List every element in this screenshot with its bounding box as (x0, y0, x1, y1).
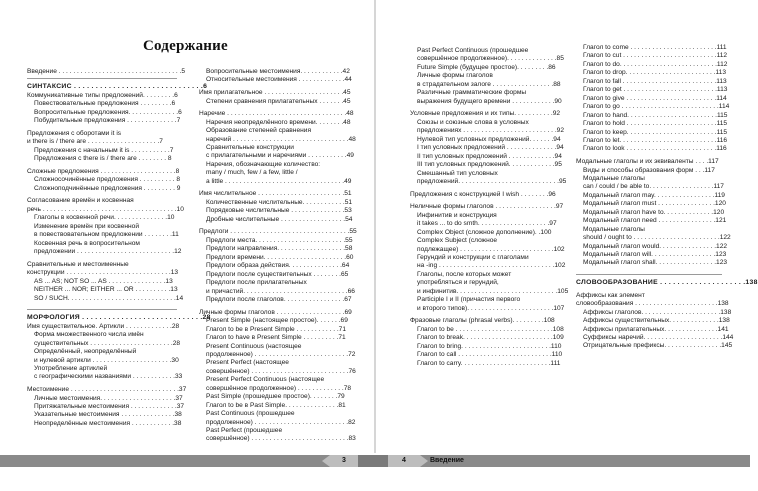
toc-entry: Сложные предложения . . . . . . . . . . . . . . . . . . . . .8 (27, 167, 180, 175)
toc-entry: Глаголы, после которых может (417, 270, 512, 278)
toc-entry: Имя существительное. Артикли . . . . . . . . . . . . .28 (27, 322, 180, 330)
toc-entry: Модальные глаголы (583, 225, 645, 233)
toc-entry: Глагол to be в Present Simple . . . . . . . . . . . .71 (206, 325, 347, 333)
toc-entry: Отрицательные префиксы. . . . . . . . . . . . . . . .145 (583, 342, 733, 350)
toc-entry: Вопросительные предложения. . . . . . . . . . . . . .6 (34, 108, 182, 116)
toc-entry: и инфинитив. . . . . . . . . . . . . . . . . . . . . . . . . . . .105 (417, 287, 569, 295)
toc-entry: и нулевой артикли . . . . . . . . . . . . . . . . . . . . . .30 (34, 356, 179, 364)
toc-entry: Present Perfect Continuous (настоящее (206, 376, 325, 384)
section-divider (27, 78, 177, 79)
toc-entry: предложений. . . . . . . . . . . . . . . . . . . . . . . . . . . .95 (417, 177, 567, 185)
prev-page-arrow-icon[interactable] (322, 455, 330, 467)
toc-entry: Модальный глагол would. . . . . . . . . . . . . . . .122 (583, 242, 728, 250)
toc-entry: Предлоги после прилагательных (206, 279, 307, 287)
toc-entry: SO / SUCH. . . . . . . . . . . . . . . . . . . . . . . . . . . . . .14 (34, 294, 184, 302)
toc-entry: Предлоги после существительных . . . . . . . .65 (206, 270, 349, 278)
toc-entry: Употребление артиклей (34, 364, 108, 372)
toc-entry: Сравнительные конструкции (206, 144, 294, 151)
toc-entry: Вопросительные местоимения. . . . . . . . . . . .42 (206, 68, 350, 75)
toc-entry: Глагол to keep. . . . . . . . . . . . . . . . . . . . . . . . .115 (583, 128, 728, 136)
toc-entry: с прилагательными и наречиями . . . . . . . . . . .49 (206, 152, 354, 160)
toc-entry: Предложения с оборотами it is (27, 129, 122, 137)
toc-entry: речь . . . . . . . . . . . . . . . . . . . . . . . . . . . . . . . . . . . . .10 (27, 205, 184, 213)
toc-entry: Глагол to do. . . . . . . . . . . . . . . . . . . . . . . . . . .112 (583, 60, 728, 68)
toc-entry: Глагол to drop. . . . . . . . . . . . . . . . . . . . . . . . .113 (583, 69, 726, 77)
page-footer (0, 453, 750, 491)
toc-entry: Фразовые глаголы (phrasal verbs). . . . . . . . .108 (410, 317, 555, 325)
toc-entry: Неличные формы глаголов . . . . . . . . . . . . . . . . .97 (410, 203, 564, 211)
toc-entry: it takes ... to do smth. . . . . . . . . . . . . . . . . . . .97 (417, 220, 557, 228)
toc-entry: Количественные числительные. . . . . . . . . . . .51 (206, 198, 353, 206)
toc-entry: Введение . . . . . . . . . . . . . . . . . . . . . . . . . . . . . . . . . .5 (27, 68, 186, 75)
toc-entry: в повествовательном предложении . . . . . . . .11 (34, 231, 179, 239)
toc-entry: Модальный глагол have to. . . . . . . . . . . . . .120 (583, 208, 725, 216)
footer-bar-right (420, 455, 750, 467)
toc-entry: Дробные числительные . . . . . . . . . . . . . . . . . .54 (206, 215, 353, 223)
toc-entry: Инфинитив и конструкция (417, 211, 497, 219)
toc-entry: Глагол to go . . . . . . . . . . . . . . . . . . . . . . . . . . .114 (583, 103, 730, 111)
toc-entry: наречий . . . . . . . . . . . . . . . . . . . . . . . . . . . . . . . .48 (206, 135, 356, 143)
footer-bar-left (0, 455, 330, 467)
toc-entry: Модальный глагол will. . . . . . . . . . . . . . . . . .123 (583, 251, 727, 258)
toc-section-heading: СЛОВООБРАЗОВАНИЕ . . . . . . . . . . . . . . . . . . . .138 (576, 279, 758, 287)
toc-entry: Глагол to bring. . . . . . . . . . . . . . . . . . . . . . . . .110 (417, 342, 562, 350)
toc-entry: Модальный глагол must . . . . . . . . . . . . . . . .120 (583, 200, 726, 208)
toc-entry: a little . . . . . . . . . . . . . . . . . . . . . . . . . . . . . . . . .49 (206, 177, 352, 185)
toc-entry: Имя числительное . . . . . . . . . . . . . . . . . . . . . . . .51 (199, 190, 352, 198)
toc-entry: Глаголы в косвенной речи. . . . . . . . . . . . . . .10 (34, 214, 175, 222)
toc-section-heading: СИНТАКСИС . . . . . . . . . . . . . . . . . . . . . . . . . . . . . .6 (27, 83, 208, 91)
toc-entry: Сложносочинённые предложения . . . . . . . . . . 8 (34, 176, 181, 184)
toc-entry: предложении . . . . . . . . . . . . . . . . . . . . . . . . . . .12 (34, 248, 182, 256)
right-page (376, 0, 758, 453)
toc-entry: Союзы и союзные слова в условных (417, 118, 529, 126)
toc-entry: Предлоги образа действия. . . . . . . . . . . . . . .64 (206, 262, 350, 270)
toc-entry: Порядковые числительные . . . . . . . . . . . . . . .53 (206, 207, 352, 215)
toc-entry: Complex Object (сложное дополнение). .100 (417, 228, 552, 236)
next-page-arrow-icon[interactable] (420, 455, 428, 467)
toc-entry: Глагол to let. . . . . . . . . . . . . . . . . . . . . . . . . . .116 (583, 136, 728, 144)
toc-entry: Present Simple (настоящее простое). . . . . . .69 (206, 317, 348, 325)
toc-entry: Предложения с there is / there are . . . . . . . . 8 (34, 155, 172, 163)
toc-entry: Виды и способы образования форм . . .117 (583, 166, 715, 174)
toc-entry: Complex Subject (сложное (417, 237, 498, 245)
toc-entry: Participle I и II (причастия первого (417, 296, 521, 304)
toc-entry: Глагол to be в Past Simple. . . . . . . . . . . . . . .81 (206, 401, 346, 409)
toc-entry: Личные местоимения. . . . . . . . . . . . . . . . . . . . .37 (34, 394, 183, 402)
toc-entry: Past Simple (прошедшее простое). . . . . . . .79 (206, 393, 345, 401)
toc-entry: Косвенная речь в вопросительном (34, 239, 140, 247)
toc-entry: AS ... AS; NOT SO ... AS . . . . . . . . . . . . . . . .13 (34, 277, 173, 285)
toc-entry: совершённое продолженное) . . . . . . . . . . . . .78 (206, 384, 352, 392)
toc-entry: Present Perfect (настоящее (206, 359, 289, 367)
toc-entry: Модальные глаголы и их эквиваленты . . . .117 (576, 158, 719, 166)
page-title: Содержание (143, 38, 228, 54)
toc-entry: I тип условных предложений . . . . . . . . . . . . . .94 (417, 144, 564, 152)
toc-entry: Глагол to hand. . . . . . . . . . . . . . . . . . . . . . . . .115 (583, 111, 728, 119)
toc-entry: и there is / there are . . . . . . . . . . . . . . . . . . . .7 (27, 138, 163, 146)
toc-entry: Аффиксы существительных. . . . . . . . . . . . . .138 (583, 317, 730, 325)
toc-entry: Глагол to look . . . . . . . . . . . . . . . . . . . . . . . . .116 (583, 145, 727, 153)
toc-entry: Аффиксы прилагательных. . . . . . . . . . . . . . .141 (583, 325, 729, 333)
toc-entry: словообразования . . . . . . . . . . . . . . . . . . . . . . .138 (576, 300, 729, 308)
toc-entry: Модальные глаголы (583, 174, 645, 182)
toc-entry: продолженное) . . . . . . . . . . . . . . . . . . . . . . . . . .72 (206, 350, 356, 358)
toc-entry: Нулевой тип условных предложений. . . . . . .94 (417, 135, 561, 143)
toc-entry: Предлоги . . . . . . . . . . . . . . . . . . . . . . . . . . . . . . . . .55 (199, 228, 357, 236)
toc-entry: Предложения с конструкцией I wish . . . . . . . .96 (410, 190, 556, 198)
toc-entry: Образование степеней сравнения (206, 127, 312, 135)
toc-entry: Глагол to have в Present Simple . . . . . . . . . .71 (206, 334, 346, 342)
toc-entry: предложениях . . . . . . . . . . . . . . . . . . . . . . . . . .92 (417, 127, 564, 135)
toc-entry: Глагол to give . . . . . . . . . . . . . . . . . . . . . . . . .114 (583, 94, 727, 102)
toc-entry: Различные грамматические формы (417, 89, 527, 97)
toc-entry: Глагол to carry. . . . . . . . . . . . . . . . . . . . . . . . .111 (417, 359, 561, 367)
toc-entry: Модальный глагол shall. . . . . . . . . . . . . . . . .123 (583, 259, 728, 267)
toc-entry: III тип условных предложений. . . . . . . . . . . . .95 (417, 161, 562, 169)
toc-entry: выражения будущего времени . . . . . . . . . . . .90 (417, 97, 562, 105)
toc-entry: many / much, few / a few, little / (206, 169, 298, 177)
toc-entry: Глагол to break. . . . . . . . . . . . . . . . . . . . . . . . .109 (417, 334, 564, 342)
toc-entry: Указательные местоимения . . . . . . . . . . . . . . .38 (34, 411, 182, 419)
toc-entry: Глагол to call . . . . . . . . . . . . . . . . . . . . . . . . . .110 (417, 351, 563, 359)
toc-entry: Аффиксы как элемент (576, 291, 645, 299)
toc-entry: и причастий. . . . . . . . . . . . . . . . . . . . . . . . . . . . .66 (206, 287, 355, 295)
toc-entry: Предлоги направления. . . . . . . . . . . . . . . . . . .58 (206, 245, 353, 253)
toc-entry: Наречия неопределённого времени. . . . . . . .48 (206, 118, 351, 126)
toc-entry: Степени сравнения прилагательных . . . . . . .45 (206, 97, 351, 105)
toc-entry: Имя прилагательное . . . . . . . . . . . . . . . . . . . . . .45 (199, 89, 351, 97)
toc-entry: Past Perfect (прошедшее (206, 427, 283, 434)
page-number-left: 3 (330, 455, 358, 467)
toc-entry: Present Continuous (настоящее (206, 342, 302, 350)
toc-entry: существительных . . . . . . . . . . . . . . . . . . . . . . .28 (34, 339, 181, 347)
toc-entry: Смешанный тип условных (417, 169, 498, 177)
toc-entry: совершённое) . . . . . . . . . . . . . . . . . . . . . . . . . . .76 (206, 367, 356, 375)
toc-entry: Глагол to get . . . . . . . . . . . . . . . . . . . . . . . . . .113 (583, 86, 728, 94)
toc-entry: Местоимение . . . . . . . . . . . . . . . . . . . . . . . . . . . . . .37 (27, 386, 187, 394)
toc-entry: Определённый, неопределённый (34, 348, 137, 356)
toc-entry: Past Continuous (прошедшее (206, 410, 295, 418)
page-number-right: 4 (388, 455, 420, 467)
toc-entry: Глагол to come . . . . . . . . . . . . . . . . . . . . . . . .111 (583, 44, 727, 51)
toc-entry: Герундий и конструкции с глаголами (417, 253, 529, 261)
toc-entry: Личные формы глаголов . . . . . . . . . . . . . . . . . . .69 (199, 308, 352, 316)
toc-entry: II тип условных предложений . . . . . . . . . . . . .94 (417, 152, 562, 160)
toc-entry: совершённое) . . . . . . . . . . . . . . . . . . . . . . . . . . .83 (206, 435, 356, 443)
toc-section-heading: МОРФОЛОГИЯ . . . . . . . . . . . . . . . . . . . . . . . . . . . .28 (27, 314, 211, 322)
toc-entry: Наречие . . . . . . . . . . . . . . . . . . . . . . . . . . . . . . . . .48 (199, 110, 354, 118)
toc-entry: Предложения с начальным it is . . . . . . . . . . .7 (34, 146, 174, 154)
toc-entry: Относительные местоимения . . . . . . . . . . . . .44 (206, 76, 352, 84)
toc-entry: should / ought to . . . . . . . . . . . . . . . . . . . . . . . .122 (583, 234, 731, 242)
toc-entry: Глагол to fall . . . . . . . . . . . . . . . . . . . . . . . . . .113 (583, 77, 727, 85)
toc-entry: Глагол to cut . . . . . . . . . . . . . . . . . . . . . . . . . .112 (583, 52, 728, 60)
toc-entry: Повествовательные предложения . . . . . . . . .6 (34, 100, 176, 108)
toc-entry: Аффиксы глаголов. . . . . . . . . . . . . . . . . . . . . .138 (583, 308, 732, 316)
toc-entry: на -ing . . . . . . . . . . . . . . . . . . . . . . . . . . . . . . . .102 (417, 262, 566, 270)
page-divider (358, 455, 388, 467)
toc-entry: Сравнительные и местоименные (27, 260, 129, 268)
toc-entry: и второго типов). . . . . . . . . . . . . . . . . . . . . . . .107 (417, 304, 565, 312)
toc-entry: Глагол to be . . . . . . . . . . . . . . . . . . . . . . . . . . .108 (417, 325, 564, 333)
toc-entry: can / could / be able to. . . . . . . . . . . . . . . . . .117 (583, 183, 724, 191)
toc-entry: Предлоги места. . . . . . . . . . . . . . . . . . . . . . . . .55 (206, 236, 353, 244)
toc-entry: Future Simple (будущее простое). . . . . . . . .86 (417, 63, 556, 71)
toc-entry: Суффиксы наречий. . . . . . . . . . . . . . . . . . . . . .144 (583, 334, 734, 341)
toc-entry: Наречия, обозначающие количество: (206, 160, 321, 168)
toc-entry: совершённое продолженное). . . . . . . . . . . . . .85 (417, 55, 564, 63)
toc-entry: в страдательном залоге . . . . . . . . . . . . . . . . .88 (417, 80, 561, 88)
toc-entry: продолженное) . . . . . . . . . . . . . . . . . . . . . . . . . .82 (206, 418, 356, 426)
toc-entry: Past Perfect Continuous (прошедшее (417, 47, 529, 54)
toc-entry: Предлоги после глаголов. . . . . . . . . . . . . . . . .67 (206, 296, 352, 304)
section-divider (27, 309, 177, 310)
toc-entry: Форма множественного числа имён (34, 331, 144, 339)
toc-entry: Притяжательные местоимения . . . . . . . . . . . . .37 (34, 402, 185, 410)
toc-entry: с географическими названиями . . . . . . . . . . . .33 (34, 373, 183, 381)
toc-entry: Неопределённые местоимения . . . . . . . . . . . .38 (34, 419, 182, 427)
toc-entry: подлежащее) . . . . . . . . . . . . . . . . . . . . . . . . . .102 (417, 245, 565, 253)
toc-entry: Модальный глагол need . . . . . . . . . . . . . . . .121 (583, 217, 727, 225)
toc-entry: Побудительные предложения . . . . . . . . . . . . . .7 (34, 117, 181, 125)
toc-entry: Условные предложения и их типы. . . . . . . . . . .92 (410, 110, 561, 118)
toc-entry: Изменение времён при косвенной (34, 222, 140, 230)
left-page (0, 0, 374, 453)
toc-entry: Сложноподчинённые предложения . . . . . . . . . 9 (34, 184, 181, 192)
section-divider (576, 274, 722, 275)
toc-entry: Согласование времён и косвенная (27, 197, 134, 205)
footer-section-title: Введение (430, 457, 464, 464)
toc-entry: NEITHER ... NOR; EITHER ... OR . . . . . . . . . .13 (34, 286, 178, 294)
toc-entry: Предлоги времени. . . . . . . . . . . . . . . . . . . . . . .60 (206, 253, 354, 261)
toc-entry: употребляться и герундий, (417, 279, 499, 287)
toc-entry: Коммуникативные типы предложений. . . . . . . . .6 (27, 91, 178, 99)
toc-entry: Глагол to hold . . . . . . . . . . . . . . . . . . . . . . . . .115 (583, 120, 728, 128)
toc-entry: Личные формы глаголов (417, 72, 493, 80)
toc-entry: конструкции . . . . . . . . . . . . . . . . . . . . . . . . . . . . .13 (27, 269, 179, 277)
toc-entry: Модальный глагол may. . . . . . . . . . . . . . . . .119 (583, 191, 725, 199)
